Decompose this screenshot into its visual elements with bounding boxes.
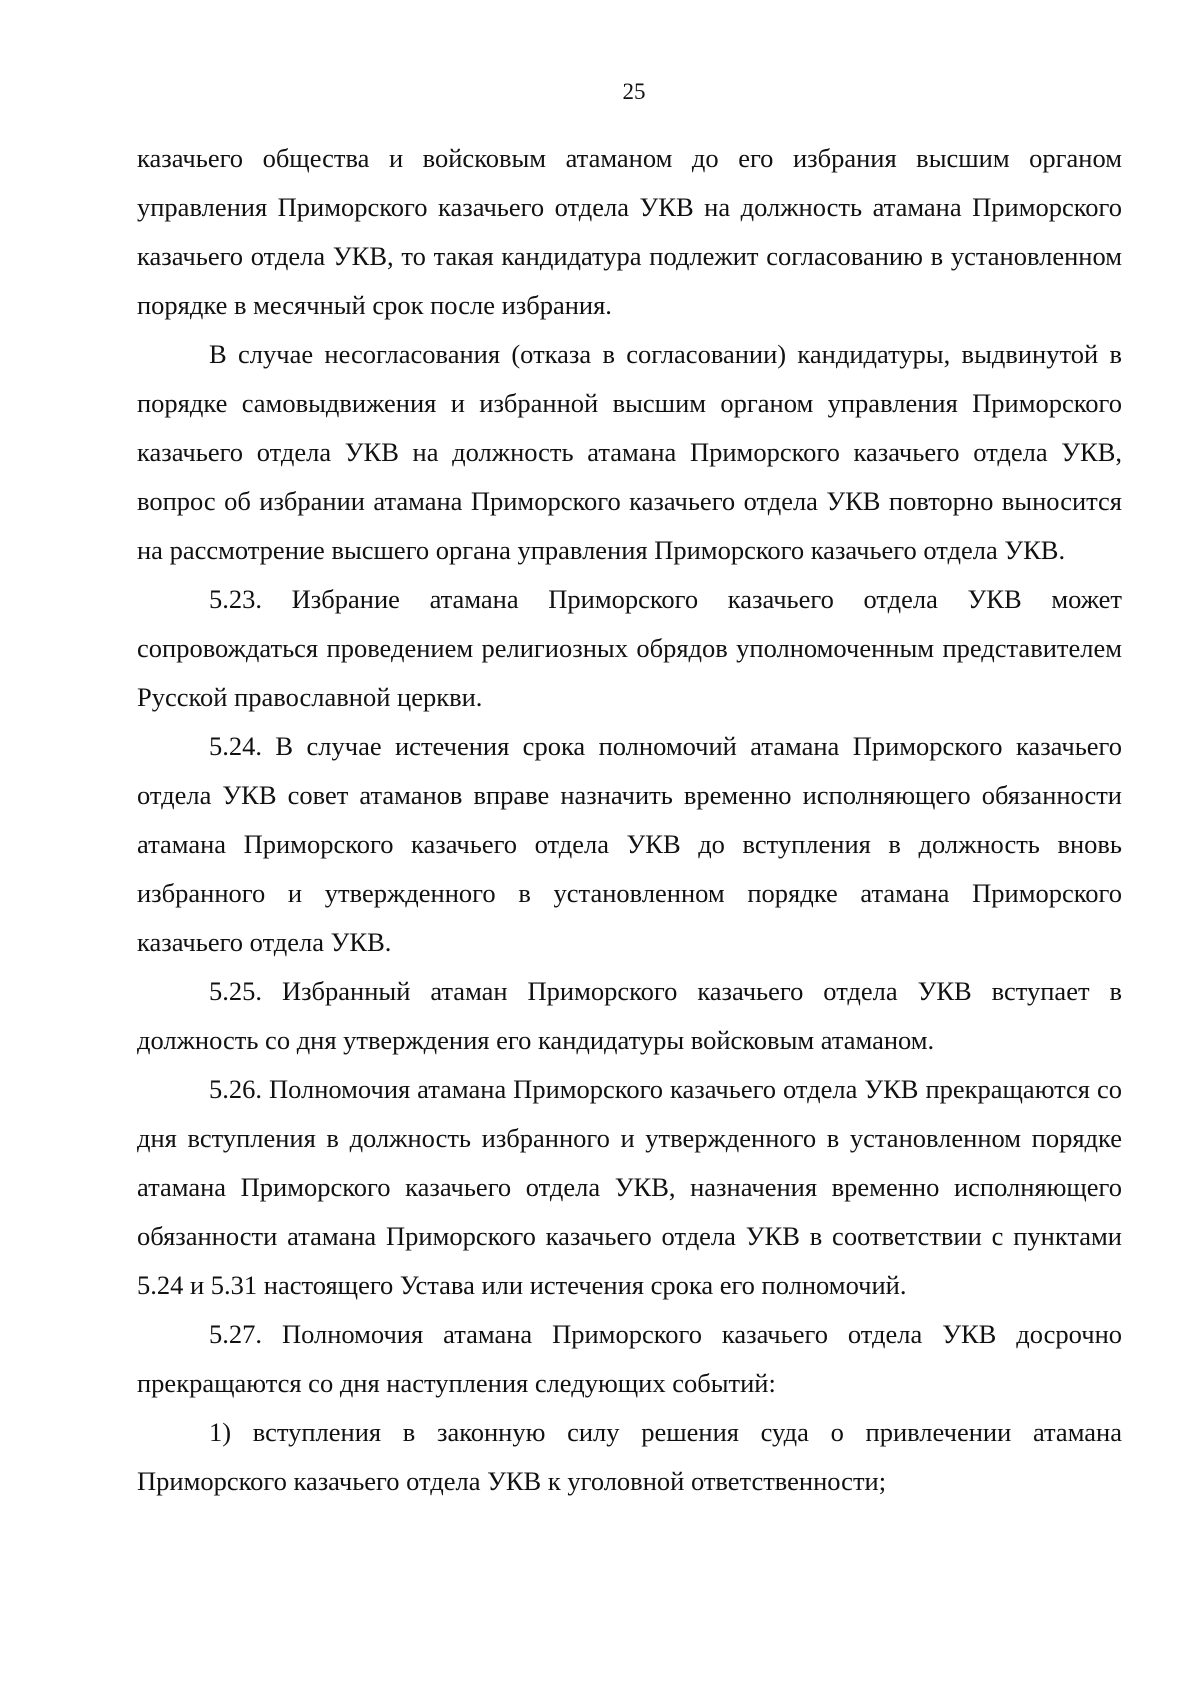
paragraph-5-24: 5.24. В случае истечения срока полномочий атамана Приморского казачьего отдела УКВ совет атаманов вправе назначить временно исполняющего обязанности атамана Приморского казачьего отдела УКВ до вступления в должность вновь избранного и утвержденного в установленном порядке атамана Приморского казачьего отдела УКВ.: [137, 731, 1122, 957]
paragraph-5-27: 5.27. Полномочия атамана Приморского казачьего отдела УКВ досрочно прекращаются со дня наступления следующих событий:: [137, 1319, 1122, 1398]
document-body: [137, 134, 1122, 1506]
page-number: 25: [622, 79, 646, 104]
paragraph-5-25: 5.25. Избранный атаман Приморского казачьего отдела УКВ вступает в должность со дня утверждения его кандидатуры войсковым атаманом.: [137, 976, 1122, 1055]
paragraph-non-agreement: В случае несогласования (отказа в согласовании) кандидатуры, выдвинутой в порядке самовыдвижения и избранной высшим органом управления Приморского казачьего отдела УКВ на должность атамана Приморского казачьего отдела УКВ, вопрос об избрании атамана Приморского казачьего отдела УКВ повторно выносится на рассмотрение высшего органа управления Приморского казачьего отдела УКВ.: [137, 339, 1122, 565]
paragraph-5-26: 5.26. Полномочия атамана Приморского казачьего отдела УКВ прекращаются со дня вступления в должность избранного и утвержденного в установленном порядке атамана Приморского казачьего отдела УКВ, назначения временно исполняющего обязанности атамана Приморского казачьего отдела УКВ в соответствии с пунктами 5.24 и 5.31 настоящего Устава или истечения срока его полномочий.: [137, 1074, 1122, 1300]
paragraph-5-23: 5.23. Избрание атамана Приморского казачьего отдела УКВ может сопровождаться проведением религиозных обрядов уполномоченным представителем Русской православной церкви.: [137, 584, 1122, 712]
paragraph-continuation: казачьего общества и войсковым атаманом до его избрания высшим органом управления Приморского казачьего отдела УКВ на должность атамана Приморского казачьего отдела УКВ, то такая кандидатура подлежит согласованию в установленном порядке в месячный срок после избрания.: [137, 143, 1122, 320]
list-item-1: 1) вступления в законную силу решения суда о привлечении атамана Приморского казачьего отдела УКВ к уголовной ответственности;: [137, 1417, 1122, 1496]
